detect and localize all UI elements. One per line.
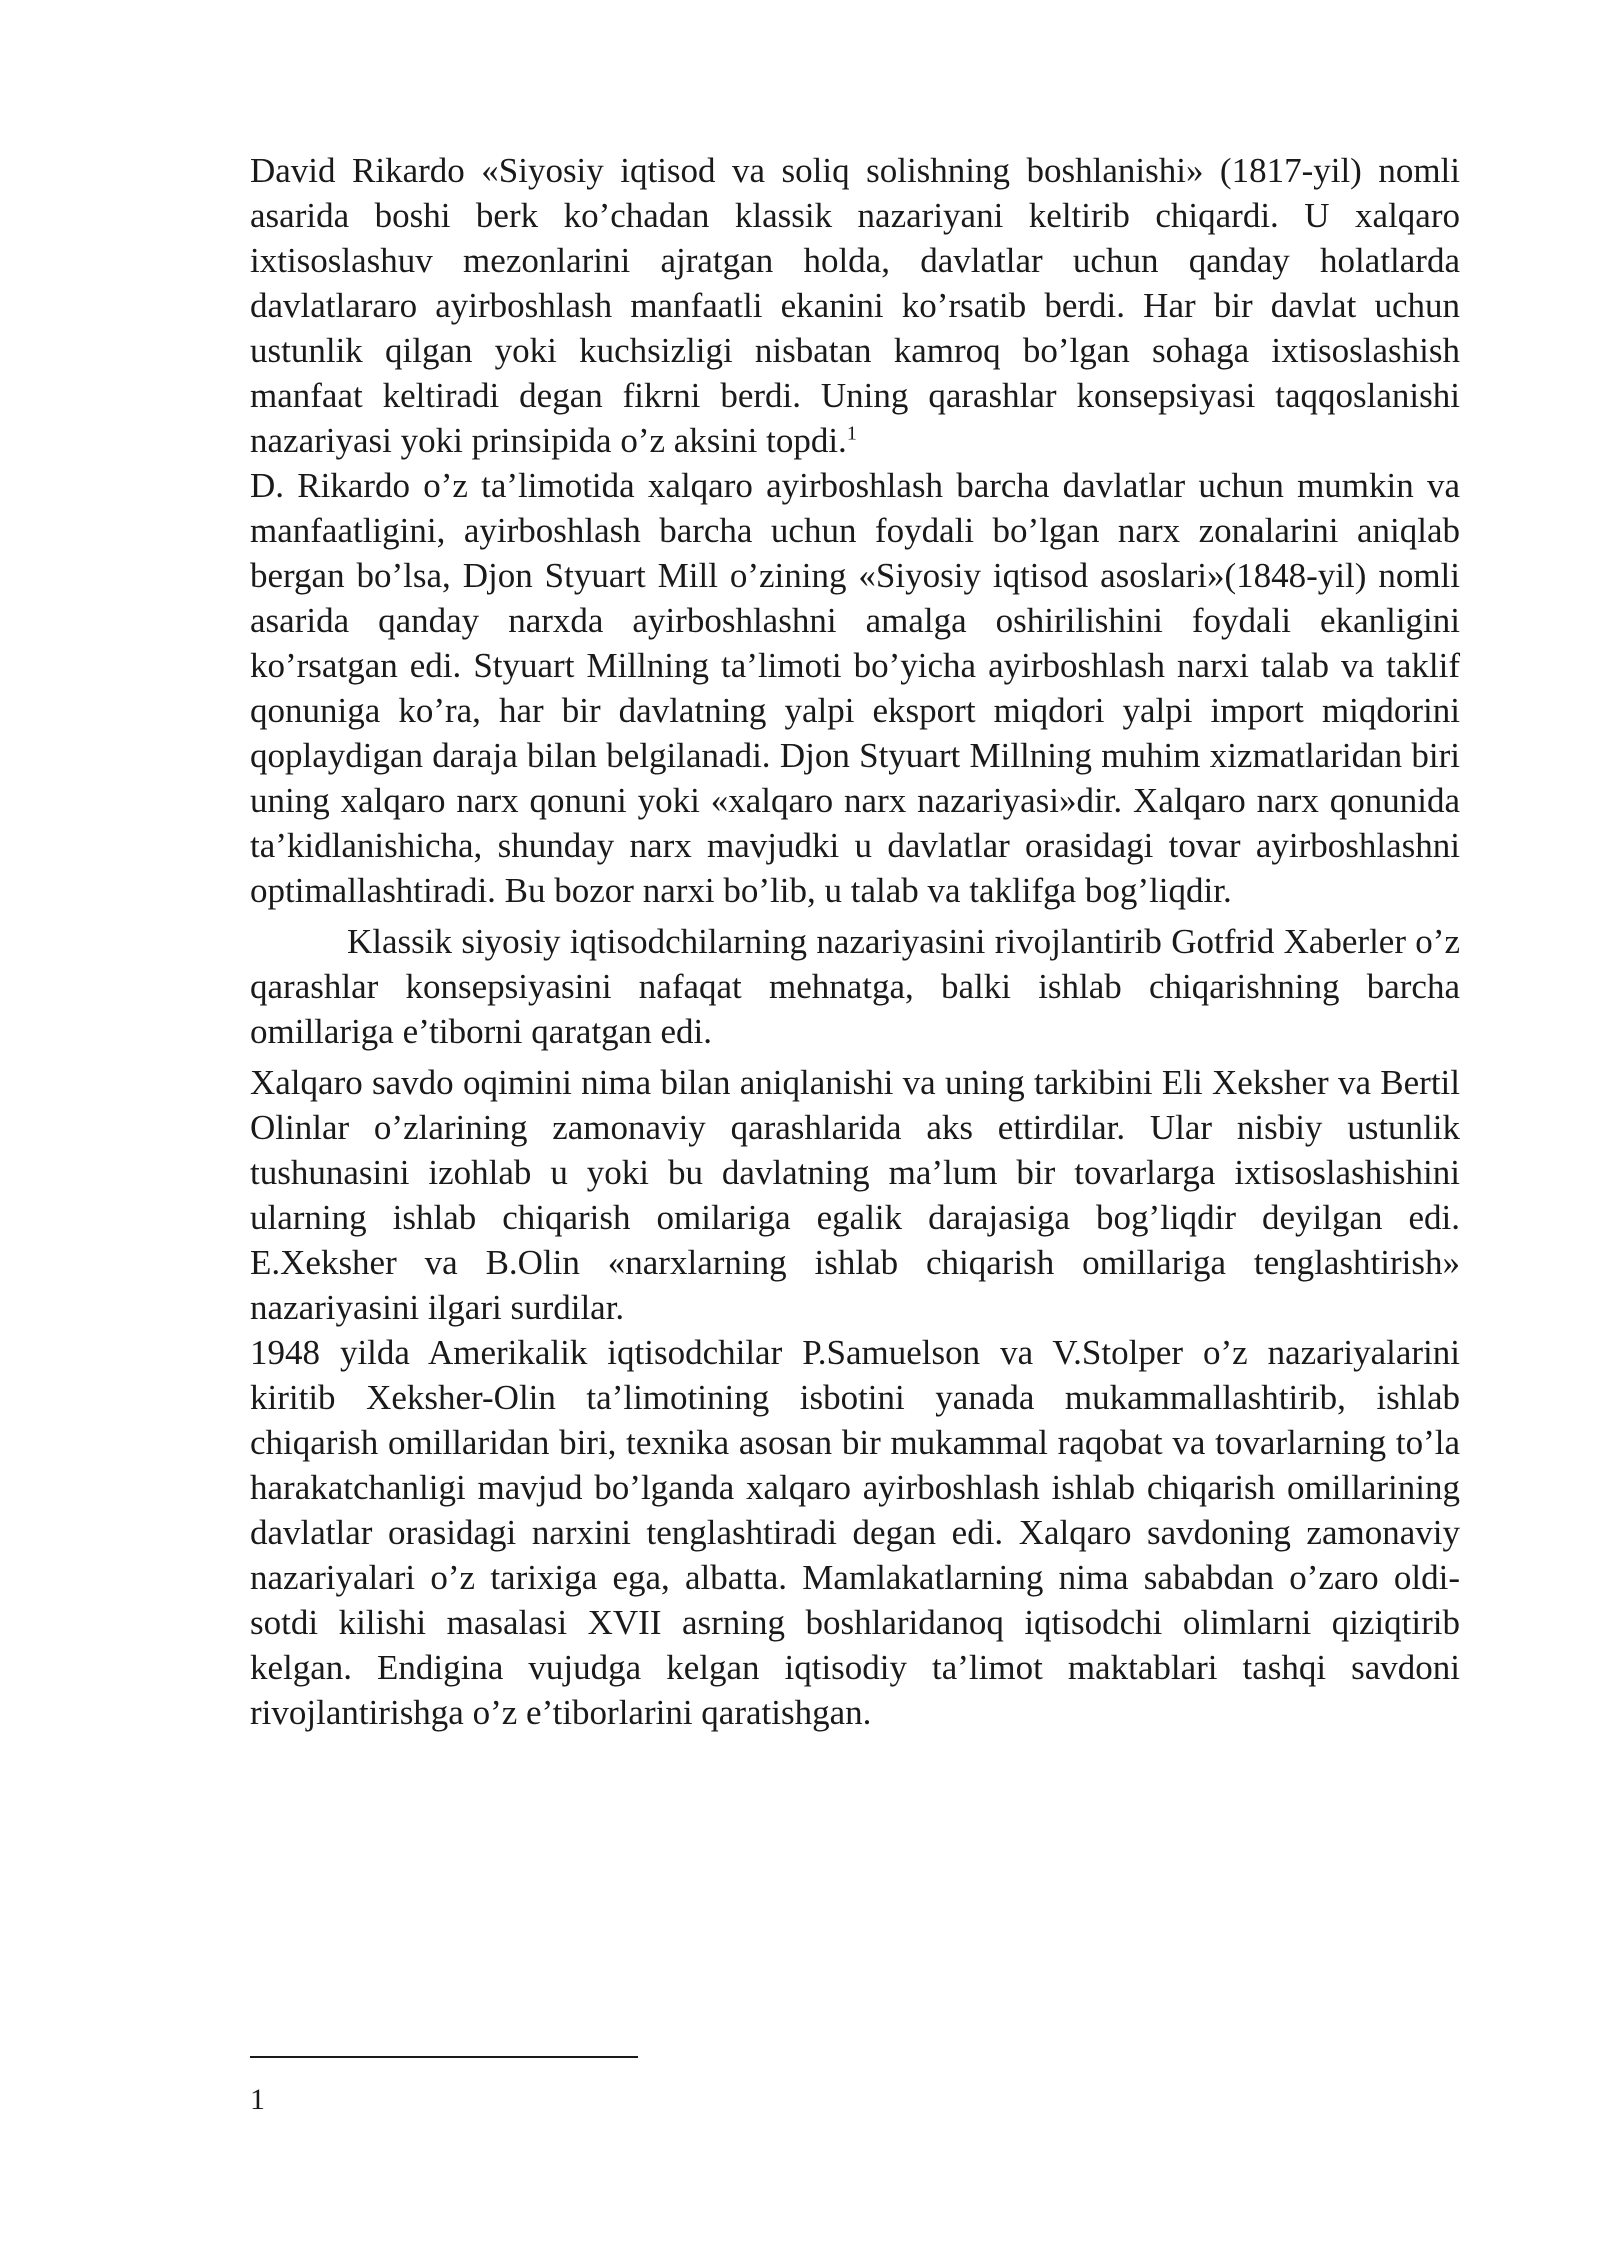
paragraph-text: David Rikardo «Siyosiy iqtisod va soliq solishning boshlanishi» (1817-yil) nomli asarida boshi berk ko’chadan klassik nazariyani keltirib chiqardi. U xalqaro ixtisoslashuv mezonlarini ajratgan holda, davlatlar uchun qanday holatlarda davlatlararo ayirboshlash manfaatli ekanini ko’rsatib berdi. Har bir davlat uchun ustunlik qilgan yoki kuchsizligi nisbatan kamroq bo’lgan sohaga ixtisoslashish manfaat keltiradi degan fikrni berdi. Uning qarashlar konsepsiyasi taqqoslanishi nazariyasi yoki prinsipida o’z aksini topdi.	[250, 151, 1460, 460]
paragraph-haberler: Klassik siyosiy iqtisodchilarning nazariyasini rivojlantirib Gotfrid Xaberler o’z qarashlar konsepsiyasini nafaqat mehnatga, balki ishlab chiqarishning barcha omillariga e’tiborni qaratgan edi.	[250, 922, 1460, 1051]
paragraph-samuelson-stolper: 1948 yilda Amerikalik iqtisodchilar P.Samuelson va V.Stolper o’z nazariyalarini kiritib Xeksher-Olin ta’limotining isbotini yanada mukammallashtirib, ishlab chiqarish omillaridan biri, texnika asosan bir mukammal raqobat va tovarlarning to’la harakatchanligi mavjud bo’lganda xalqaro ayirboshlash ishlab chiqarish omillarining davlatlar orasidagi narxini tenglashtiradi degan edi. Xalqaro savdoning zamonaviy nazariyalari o’z tarixiga ega, albatta. Mamlakatlarning nima sababdan o’zaro oldi-sotdi kilishi masalasi XVII asrning boshlaridanoq iqtisodchi olimlarni qiziqtirib kelgan. Endigina vujudga kelgan iqtisodiy ta’limot maktablari tashqi savdoni rivojlantirishga o’z e’tiborlarini qaratishgan.	[250, 1333, 1460, 1732]
body-text	[250, 148, 1460, 1735]
footnote-separator	[250, 2056, 638, 2058]
paragraph-heckscher-ohlin: Xalqaro savdo oqimini nima bilan aniqlanishi va uning tarkibini Eli Xeksher va Bertil Olinlar o’zlarining zamonaviy qarashlarida aks ettirdilar. Ular nisbiy ustunlik tushunasini izohlab u yoki bu davlatning ma’lum bir tovarlarga ixtisoslashishini ularning ishlab chiqarish omilariga egalik darajasiga bog’liqdir deyilgan edi. E.Xeksher va B.Olin «narxlarning ishlab chiqarish omillariga tenglashtirish» nazariyasini ilgari surdilar.	[250, 1063, 1460, 1327]
paragraph-mill: D. Rikardo o’z ta’limotida xalqaro ayirboshlash barcha davlatlar uchun mumkin va manfaatligini, ayirboshlash barcha uchun foydali bo’lgan narx zonalarini aniqlab bergan bo’lsa, Djon Styuart Mill o’zining «Siyosiy iqtisod asoslari»(1848-yil) nomli asarida qanday narxda ayirboshlashni amalga oshirilishini foydali ekanligini ko’rsatgan edi. Styuart Millning ta’limoti bo’yicha ayirboshlash narxi talab va taklif qonuniga ko’ra, har bir davlatning yalpi eksport miqdori yalpi import miqdorini qoplaydigan daraja bilan belgilanadi. Djon Styuart Millning muhim xizmatlaridan biri uning xalqaro narx qonuni yoki «xalqaro narx nazariyasi»dir. Xalqaro narx qonunida ta’kidlanishicha, shunday narx mavjudki u davlatlar orasidagi tovar ayirboshlashni optimallashtiradi. Bu bozor narxi bo’lib, u talab va taklifga bog’liqdir.	[250, 466, 1460, 910]
paragraph-ricardo	[250, 148, 1460, 463]
footnote	[250, 2082, 265, 2118]
footnote-reference[interactable]: 1	[846, 422, 857, 445]
footnote-number: 1	[250, 2083, 265, 2116]
